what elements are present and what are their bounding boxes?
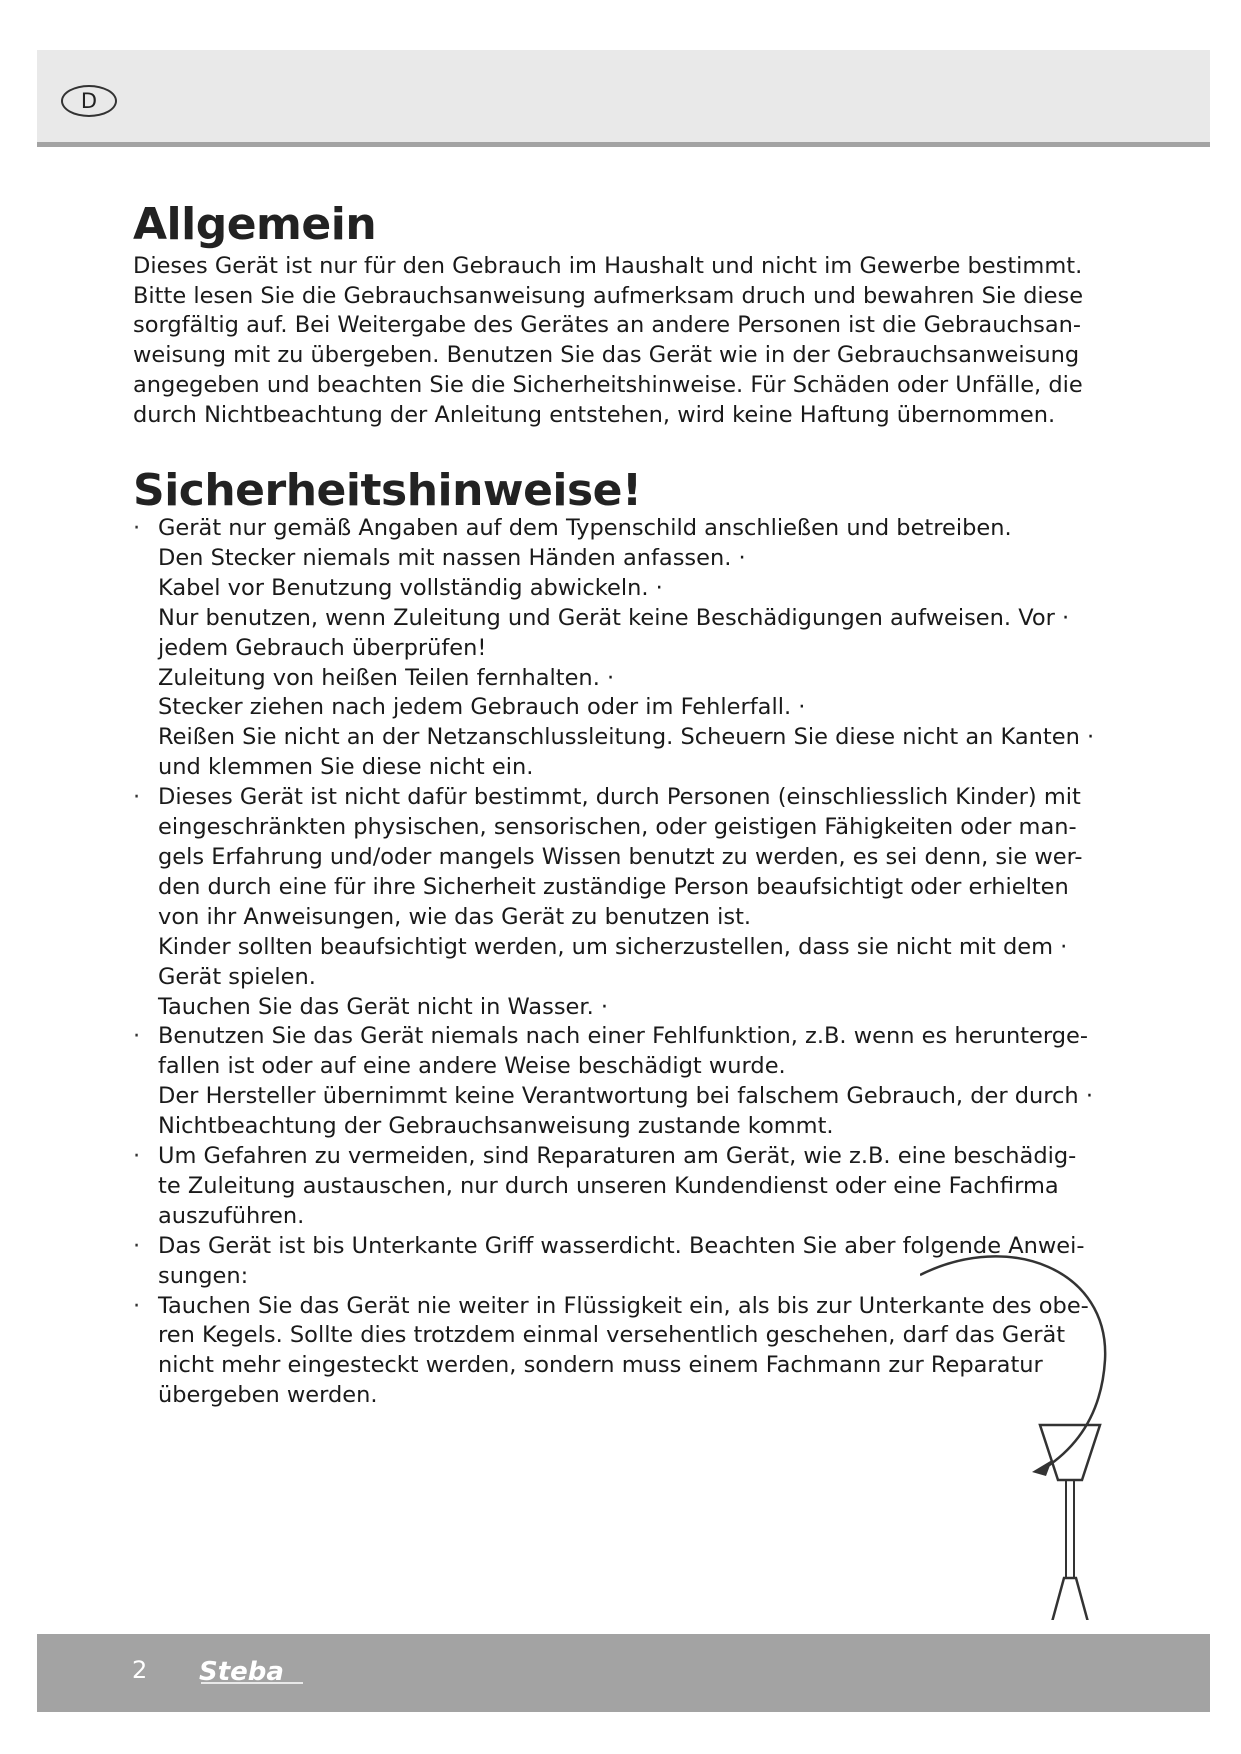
safety-item-line: sungen:: [158, 1262, 249, 1289]
safety-item-line: Benutzen Sie das Gerät niemals nach einer Fehlfunktion, z.B. wenn es herunterge-: [158, 1023, 1088, 1050]
brand-logo-text: Steba: [199, 1657, 284, 1687]
safety-item-line: Tauchen Sie das Gerät nicht in Wasser. ·: [158, 993, 609, 1020]
safety-item-line: jedem Gebrauch überprüfen!: [158, 634, 487, 661]
safety-item-line: Tauchen Sie das Gerät nie weiter in Flüssigkeit ein, als bis zur Unterkante des obe-: [158, 1292, 1089, 1319]
safety-item-line: den durch eine für ihre Sicherheit zuständige Person beaufsichtigt oder erhielten: [158, 873, 1069, 900]
safety-item-line: Stecker ziehen nach jedem Gebrauch oder im Fehlerfall. ·: [158, 694, 806, 721]
safety-item-line: Kinder sollten beaufsichtigt werden, um sicherzustellen, dass sie nicht mit dem ·: [158, 933, 1068, 960]
paragraph-line: angegeben und beachten Sie die Sicherheitshinweise. Für Schäden oder Unfälle, die: [133, 371, 1083, 398]
safety-item-line: gels Erfahrung und/oder mangels Wissen benutzt zu werden, es sei denn, sie wer-: [158, 843, 1083, 870]
safety-item-line: fallen ist oder auf eine andere Weise beschädigt wurde.: [158, 1053, 786, 1080]
safety-item-line: Der Hersteller übernimmt keine Verantwortung bei falschem Gebrauch, der durch ·: [158, 1083, 1093, 1110]
safety-item-line: von ihr Anweisungen, wie das Gerät zu benutzen ist.: [158, 903, 752, 930]
upper-cone: [1040, 1425, 1100, 1480]
paragraph-line: durch Nichtbeachtung der Anleitung entstehen, wird keine Haftung übernommen.: [133, 401, 1056, 428]
page-number: 2: [132, 1656, 148, 1684]
safety-item-line: Nur benutzen, wenn Zuleitung und Gerät keine Beschädigungen aufweisen. Vor ·: [158, 604, 1070, 631]
safety-item: [133, 514, 1173, 783]
paragraph-line: weisung mit zu übergeben. Benutzen Sie das Gerät wie in der Gebrauchsanweisung: [133, 342, 1080, 369]
arrow-head-icon: [1032, 1460, 1052, 1476]
arrow-curve: [920, 1256, 1105, 1468]
lower-cone: [1052, 1578, 1088, 1620]
bullet-icon: ·: [133, 1232, 141, 1259]
safety-item-line: Um Gefahren zu vermeiden, sind Reparaturen am Gerät, wie z.B. eine beschädig-: [158, 1143, 1077, 1170]
safety-item-line: Kabel vor Benutzung vollständig abwickeln. ·: [158, 574, 663, 601]
safety-item-line: Gerät nur gemäß Angaben auf dem Typenschild anschließen und betreiben.: [158, 515, 1012, 541]
safety-item: [133, 783, 1173, 1022]
safety-item-line: Gerät spielen.: [158, 963, 316, 990]
safety-item-line: te Zuleitung austauschen, nur durch unseren Kundendienst oder eine Fachfirma: [158, 1172, 1059, 1199]
safety-item: [133, 1142, 1173, 1232]
bullet-icon: ·: [133, 784, 141, 811]
paragraph-line: sorgfältig auf. Bei Weitergabe des Gerätes an andere Personen ist die Gebrauchsan-: [133, 312, 1081, 339]
safety-item-line: Das Gerät ist bis Unterkante Griff wasserdicht. Beachten Sie aber folgende Anwei-: [158, 1232, 1085, 1259]
safety-item-line: übergeben werden.: [158, 1382, 378, 1409]
safety-item: [133, 1022, 1173, 1142]
safety-item-line: und klemmen Sie diese nicht ein.: [158, 754, 534, 781]
bullet-icon: ·: [133, 1292, 141, 1319]
page-header: [37, 50, 1210, 147]
safety-item-line: auszuführen.: [158, 1202, 305, 1229]
safety-item-line: nicht mehr eingesteckt werden, sondern muss einem Fachmann zur Reparatur: [158, 1352, 1043, 1379]
safety-item-line: eingeschränkten physischen, sensorischen, oder geistigen Fähigkeiten oder man-: [158, 814, 1077, 841]
paragraph-line: Dieses Gerät ist nur für den Gebrauch im Haushalt und nicht im Gewerbe bestimmt.: [133, 253, 1083, 279]
paragraph-line: Bitte lesen Sie die Gebrauchsanweisung aufmerksam druch und bewahren Sie diese: [133, 282, 1084, 309]
safety-item-line: Reißen Sie nicht an der Netzanschlussleitung. Scheuern Sie diese nicht an Kanten ·: [158, 724, 1095, 751]
immersion-depth-illustration: [920, 1240, 1170, 1620]
bullet-icon: ·: [133, 1023, 141, 1050]
safety-item-line: ren Kegels. Sollte dies trotzdem einmal versehentlich geschehen, darf das Gerät: [158, 1322, 1066, 1349]
brand-logo: [197, 1652, 317, 1692]
general-paragraph: [133, 252, 1133, 430]
page-footer: [37, 1634, 1210, 1712]
language-badge: D: [61, 85, 117, 117]
bullet-icon: ·: [133, 515, 141, 541]
safety-item-line: Den Stecker niemals mit nassen Händen anfassen. ·: [158, 544, 746, 571]
section-general: [133, 198, 1133, 430]
safety-item-line: Dieses Gerät ist nicht dafür bestimmt, durch Personen (einschliesslich Kinder) mit: [158, 784, 1081, 811]
section-title-general: Allgemein: [133, 199, 377, 250]
bullet-icon: ·: [133, 1143, 141, 1170]
section-title-safety: Sicherheitshinweise!: [133, 465, 642, 516]
safety-item-line: Zuleitung von heißen Teilen fernhalten. ·: [158, 664, 615, 691]
safety-item-line: Nichtbeachtung der Gebrauchsanweisung zustande kommt.: [158, 1113, 834, 1140]
